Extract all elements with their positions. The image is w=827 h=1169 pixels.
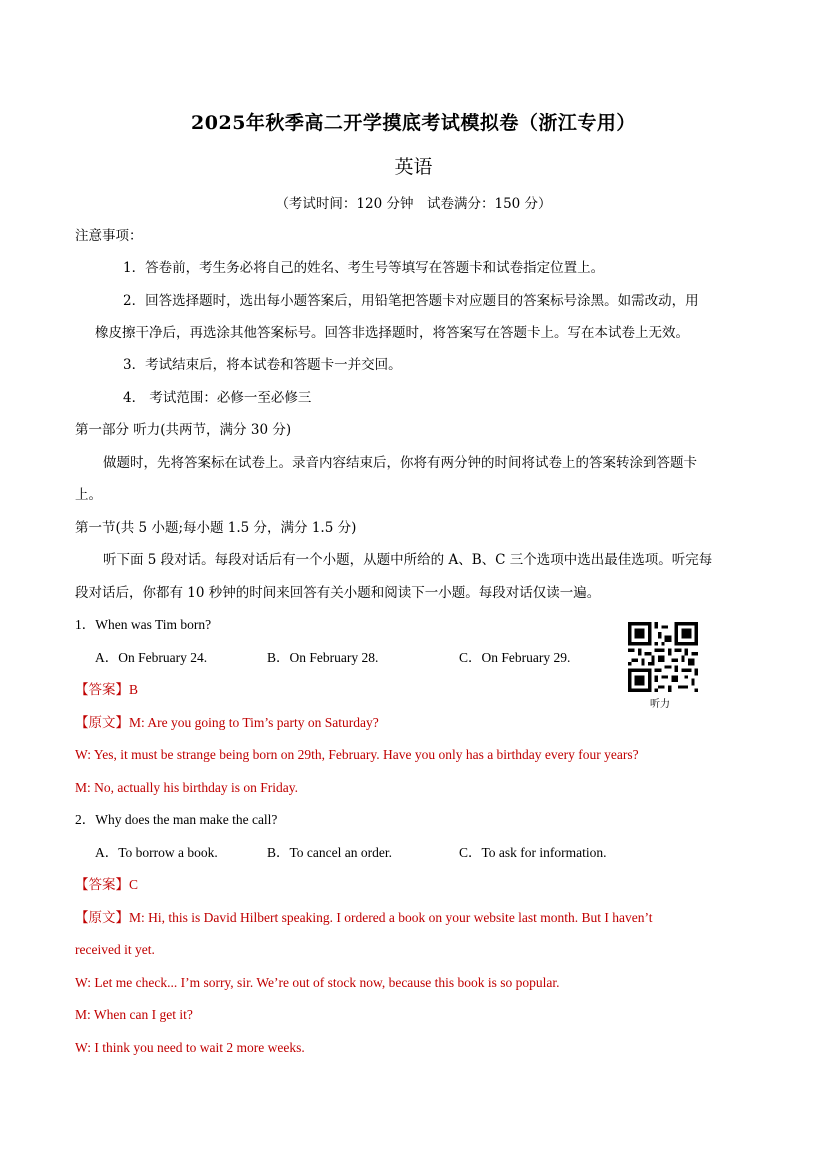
- notice-heading: 注意事项：: [75, 228, 143, 244]
- question-2-script-line4: M: When can I get it?: [75, 1007, 193, 1022]
- script-tag: 【原文】: [75, 715, 129, 731]
- question-1-stem: 1．When was Tim born?: [75, 617, 212, 632]
- subject-title: 英语: [394, 156, 433, 178]
- script-tag: 【原文】: [75, 910, 129, 926]
- exam-time-info: （考试时间：120 分钟 试卷满分：150 分）: [275, 196, 552, 212]
- notice-item-3: 3．考试结束后，将本试卷和答题卡一并交回。: [123, 357, 402, 373]
- question-2-answer: [75, 876, 138, 894]
- answer-tag: 【答案】: [75, 877, 129, 893]
- notice-item-2-line1: 2．回答选择题时，选出每小题答案后，用铅笔把答题卡对应题目的答案标号涂黑。如需改动，用: [123, 293, 699, 309]
- section1-intro-line1: 听下面 5 段对话。每段对话后有一个小题，从题中所给的 A、B、C 三个选项中选出最佳选项。听完每: [103, 552, 713, 568]
- notice-item-2-line2: 橡皮擦干净后，再选涂其他答案标号。回答非选择题时，将答案写在答题卡上。写在本试卷上无效。: [95, 325, 689, 341]
- question-2-stem: 2．Why does the man make the call?: [75, 812, 278, 827]
- question-1-option-b: B．On February 28.: [267, 650, 379, 665]
- question-1-answer: [75, 681, 138, 699]
- part1-intro-line1: 做题时，先将答案标在试卷上。录音内容结束后，你将有两分钟的时间将试卷上的答案转涂到答题卡: [103, 455, 697, 471]
- answer-value: C: [129, 877, 139, 892]
- notice-item-1: 1．答卷前，考生务必将自己的姓名、考生号等填写在答题卡和试卷指定位置上。: [123, 260, 605, 276]
- question-2-option-a: A．To borrow a book.: [95, 845, 218, 860]
- question-1-script-line1: [75, 714, 379, 732]
- question-2-script-line2: received it yet.: [75, 942, 155, 957]
- question-1-script-line3: M: No, actually his birthday is on Friday.: [75, 780, 298, 795]
- qr-code-icon: [628, 622, 698, 692]
- question-2-option-c: C．To ask for information.: [459, 845, 607, 860]
- section1-intro-line2: 段对话后，你都有 10 秒钟的时间来回答有关小题和阅读下一小题。每段对话仅读一遍。: [75, 585, 601, 601]
- question-2-script-line5: W: I think you need to wait 2 more weeks.: [75, 1040, 305, 1055]
- question-1-script-line2: W: Yes, it must be strange being born on 29th, February. Have you only has a birthday every four years?: [75, 747, 639, 762]
- section1-heading: 第一节(共 5 小题;每小题 1.5 分，满分 1.5 分): [75, 520, 357, 536]
- answer-value: B: [129, 682, 139, 697]
- script-text: M: Are you going to Tim’s party on Saturday?: [129, 715, 379, 730]
- exam-title: 2025年秋季高二开学摸底考试模拟卷（浙江专用）: [191, 112, 636, 134]
- question-1-option-c: C．On February 29.: [459, 650, 571, 665]
- part1-intro-line2: 上。: [75, 487, 102, 503]
- question-2-script-line3: W: Let me check... I’m sorry, sir. We’re out of stock now, because this book is so popular.: [75, 975, 560, 990]
- notice-item-4: 4． 考试范围：必修一至必修三: [123, 390, 312, 406]
- question-1-option-a: A．On February 24.: [95, 650, 208, 665]
- part1-heading: 第一部分 听力(共两节，满分 30 分): [75, 422, 292, 438]
- script-text: M: Hi, this is David Hilbert speaking. I ordered a book on your website last month. But I haven’t: [129, 910, 653, 925]
- answer-tag: 【答案】: [75, 682, 129, 698]
- question-2-script-line1: [75, 909, 653, 927]
- question-2-option-b: B．To cancel an order.: [267, 845, 393, 860]
- qr-caption: 听力: [650, 699, 670, 710]
